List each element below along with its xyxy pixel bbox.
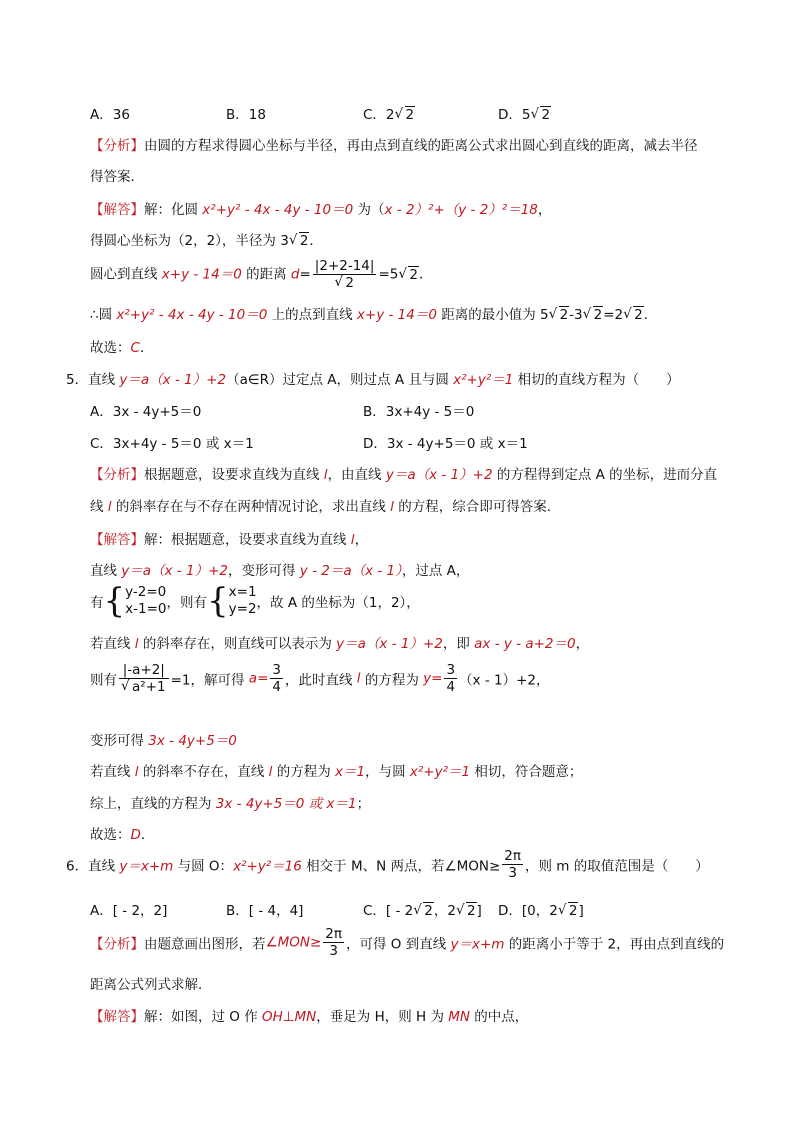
q5-option-a: A．3x - 4y+5＝0	[90, 404, 202, 420]
q5-solution-line6: 变形可得 3x - 4y+5＝0	[90, 733, 237, 749]
q4-option-b: B．18	[226, 107, 266, 123]
q5-solution-line9: 故选：D．	[90, 827, 155, 843]
q6-solution-line1: 【解答】解：如图，过 O 作 OH⊥MN，垂足为 H，则 H 为 MN 的中点，	[90, 1009, 529, 1025]
q6-analysis-line1: 【分析】由题意画出图形，若∠MON≥ $\frac{2\pi}{3}$ ，可得 O 到直线 y＝x+m 的距离小于等于 2，再由点到直线的	[90, 926, 725, 959]
q4-analysis-line2: 得答案．	[90, 169, 144, 185]
q5-analysis-line1: 【分析】根据题意，设要求直线为直线 l，由直线 y＝a（x - 1）+2 的方程得到定点 A 的坐标，进而分直	[90, 467, 718, 483]
q6-stem: 6．直线 y＝x+m 与圆 O：x²+y²＝16 相交于 M、N 两点，若∠MON≥ $\frac{2\pi}{3}$ ，则 m 的取值范围是（ ）	[66, 848, 709, 881]
q5-stem: 5．直线 y＝a（x - 1）+2（a∈R）过定点 A，则过点 A 且与圆 x²+y²＝1 相切的直线方程为（ ）	[66, 372, 680, 388]
q4-option-c: C．2√ 2	[363, 103, 415, 123]
q4-solution-line5: 故选：C．	[90, 340, 154, 356]
q5-analysis-line2: 线 l 的斜率存在与不存在两种情况讨论，求出直线 l 的方程，综合即可得答案．	[90, 499, 561, 515]
q5-solution-line4: 若直线 l 的斜率存在，则直线可以表示为 y＝a（x - 1）+2，即 ax - y - a+2＝0，	[90, 636, 590, 652]
equation-system-1: y-2=0 x-1=0	[125, 584, 167, 617]
q5-solution-line7: 若直线 l 的斜率不存在，直线 l 的方程为 x＝1，与圆 x²+y²＝1 相切，符合题意；	[90, 764, 583, 780]
q4-analysis-line1: 【分析】由圆的方程求得圆心坐标与半径，再由点到直线的距离公式求出圆心到直线的距离，减去半径	[90, 138, 698, 154]
q4-solution-line2: 得圆心坐标为（2，2），半径为 3√ 2．	[90, 229, 323, 249]
distance-fraction: |2+2-14| √ 2	[313, 258, 377, 291]
q4-solution-line4: ∴圆 x²+y² - 4x - 4y - 10＝0 上的点到直线 x+y - 14＝0 距离的最小值为 5√ 2-3√ 2=2√ 2．	[90, 303, 657, 323]
q5-solution-line3: 有{ y-2=0 x-1=0 ，则有{ x=1 y=2 ，故 A 的坐标为（1，2），	[90, 581, 420, 621]
q5-option-b: B．3x+4y - 5＝0	[363, 404, 475, 420]
q5-solution-line2: 直线 y＝a（x - 1）+2，变形可得 y - 2＝a（x - 1），过点 A，	[90, 563, 470, 579]
q6-analysis-line2: 距离公式列式求解．	[90, 977, 212, 993]
q5-solution-line8: 综上，直线的方程为 3x - 4y+5＝0 或 x＝1；	[90, 796, 371, 812]
distance-fraction: |-a+2| √ a²+1	[119, 662, 169, 695]
q4-option-d: D．5√ 2	[498, 103, 551, 123]
q5-solution-line5: 则有 |-a+2| √ a²+1 =1，解可得 a= $\frac{3}{4}$ ，此时直线 l 的方程为 y= $\frac{3}{4}$ （x - 1）+2，	[90, 662, 549, 695]
equation-system-2: x=1 y=2	[228, 584, 257, 617]
left-brace-icon: {	[207, 581, 229, 621]
q6-option-d: D．[0，2√ 2]	[498, 899, 584, 919]
q4-option-a: A．36	[90, 107, 130, 123]
q4-solution-line1: 【解答】解：化圆 x²+y² - 4x - 4y - 10＝0 为（x - 2）²+（y - 2）²＝18，	[90, 202, 552, 218]
q5-solution-line1: 【解答】解：根据题意，设要求直线为直线 l，	[90, 532, 369, 548]
left-brace-icon: {	[103, 581, 126, 621]
q4-solution-line3: 圆心到直线 x+y - 14＝0 的距离 d= |2+2-14| √ 2 =5√ 2．	[90, 258, 432, 291]
q6-option-b: B．[ - 4，4]	[226, 903, 304, 919]
q5-option-c: C．3x+4y - 5＝0 或 x＝1	[90, 436, 254, 452]
q6-option-c: C．[ - 2√ 2，2√ 2]	[363, 899, 482, 919]
q6-option-a: A．[ - 2，2]	[90, 903, 168, 919]
q5-option-d: D．3x - 4y+5＝0 或 x＝1	[363, 436, 528, 452]
